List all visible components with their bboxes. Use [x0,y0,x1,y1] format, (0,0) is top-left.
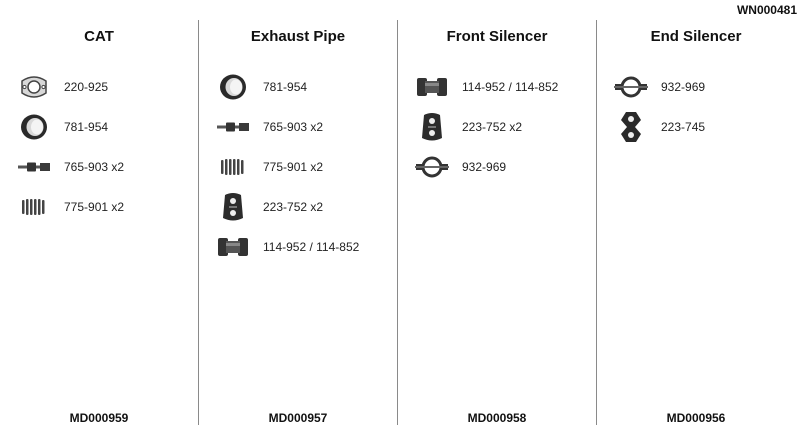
column-end-silencer [597,20,795,425]
part-item [415,147,507,187]
part-item [216,107,324,147]
column-title: CAT [84,28,114,45]
rubber-mount-icon [216,192,250,222]
part-item [614,107,706,147]
ring-icon [216,72,250,102]
part-number: 223-752 x2 [263,200,324,214]
part-number: 932-969 [462,160,507,174]
bolt-icon [17,152,51,182]
part-number: 223-745 [661,120,706,134]
part-item [17,67,109,107]
part-number: 775-901 x2 [64,200,125,214]
column-title: Exhaust Pipe [250,28,346,45]
part-number: 781-954 [263,80,308,94]
part-item [17,107,109,147]
spring-icon [17,192,51,222]
connector-sleeve-icon [216,232,250,262]
spring-icon [216,152,250,182]
column-front-silencer [398,20,596,425]
clamp-icon [614,72,648,102]
part-number: 781-954 [64,120,109,134]
gasket-icon [17,72,51,102]
part-item [17,187,125,227]
part-number: 220-925 [64,80,109,94]
kit-code: MD000956 [666,411,726,425]
column-exhaust-pipe [199,20,397,425]
column-title: Front Silencer [446,28,548,45]
part-item [17,147,125,187]
part-number: 775-901 x2 [263,160,324,174]
part-item [216,187,324,227]
column-title: End Silencer [650,28,742,45]
reference-number: WN000481 [736,3,797,17]
part-number: 114-952 / 114-852 [462,80,559,94]
part-number: 114-952 / 114-852 [263,240,360,254]
bolt-icon [216,112,250,142]
ring-icon [17,112,51,142]
clamp-icon [415,152,449,182]
part-item [216,147,324,187]
column-cat [0,20,198,425]
part-number: 765-903 x2 [263,120,324,134]
part-item [415,67,559,107]
kit-code: MD000958 [467,411,527,425]
part-item [614,67,706,107]
connector-sleeve-icon [415,72,449,102]
kit-code: MD000957 [268,411,328,425]
kit-code: MD000959 [69,411,129,425]
rubber-mount-icon [415,112,449,142]
part-item [216,227,360,267]
part-number: 223-752 x2 [462,120,523,134]
hanger-icon [614,112,648,142]
part-item [415,107,523,147]
part-item [216,67,308,107]
part-number: 765-903 x2 [64,160,125,174]
part-number: 932-969 [661,80,706,94]
